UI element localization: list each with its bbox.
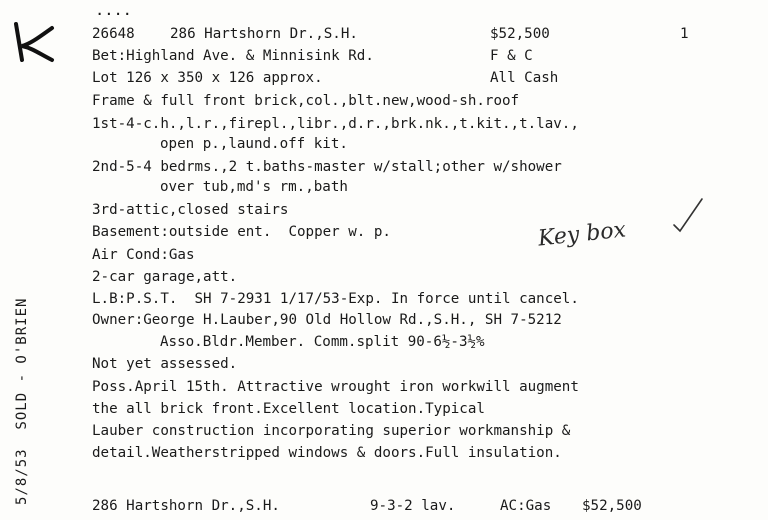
air-cond-line: Air Cond:Gas <box>92 247 195 263</box>
first-floor-line: 1st-4-c.h.,l.r.,firepl.,libr.,d.r.,brk.nk.,t.kit.,t.lav., <box>92 116 579 132</box>
member-line: Asso.Bldr.Member. Comm.split 90-6½-3½% <box>160 334 485 350</box>
between-streets: Bet:Highland Ave. & Minnisink Rd. <box>92 48 374 64</box>
footer-ac: AC:Gas <box>500 498 552 514</box>
construction-line: Frame & full front brick,col.,blt.new,wood-sh.roof <box>92 93 520 109</box>
card-number: 1 <box>680 26 689 42</box>
key-box-note: Key box <box>536 217 628 252</box>
garage-line: 2-car garage,att. <box>92 269 238 285</box>
second-floor-line: 2nd-5-4 bedrms.,2 t.baths-master w/stall;other w/shower <box>92 159 562 175</box>
second-floor-line-2: over tub,md's rm.,bath <box>160 179 348 195</box>
basement-line: Basement:outside ent. Copper w. p. <box>92 224 391 240</box>
lot-size: Lot 126 x 350 x 126 approx. <box>92 70 323 86</box>
header-price: $52,500 <box>490 26 550 42</box>
remarks-line-1: Poss.April 15th. Attractive wrought iron workwill augment <box>92 379 579 395</box>
remarks-line-2: the all brick front.Excellent location.Typical <box>92 401 485 417</box>
header-address: 286 Hartshorn Dr.,S.H. <box>170 26 358 42</box>
terms-cash: All Cash <box>490 70 559 86</box>
listing-broker-line: L.B:P.S.T. SH 7-2931 1/17/53-Exp. In force until cancel. <box>92 291 579 307</box>
sold-stamp: 5/8/53 SOLD - O'BRIEN <box>14 297 30 505</box>
dots-mark: .... <box>96 4 133 18</box>
assessment-line: Not yet assessed. <box>92 356 238 372</box>
remarks-line-4: detail.Weatherstripped windows & doors.Full insulation. <box>92 445 562 461</box>
check-mark <box>670 195 706 235</box>
listing-number: 26648 <box>92 26 135 42</box>
remarks-line-3: Lauber construction incorporating superior workmanship & <box>92 423 571 439</box>
corner-k-mark <box>8 20 60 64</box>
footer-price: $52,500 <box>582 498 642 514</box>
footer-rooms: 9-3-2 lav. <box>370 498 456 514</box>
terms-fc: F & C <box>490 48 533 64</box>
third-floor-line: 3rd-attic,closed stairs <box>92 202 289 218</box>
owner-line: Owner:George H.Lauber,90 Old Hollow Rd.,S.H., SH 7-5212 <box>92 312 562 328</box>
first-floor-line-2: open p.,laund.off kit. <box>160 136 348 152</box>
footer-address: 286 Hartshorn Dr.,S.H. <box>92 498 280 514</box>
